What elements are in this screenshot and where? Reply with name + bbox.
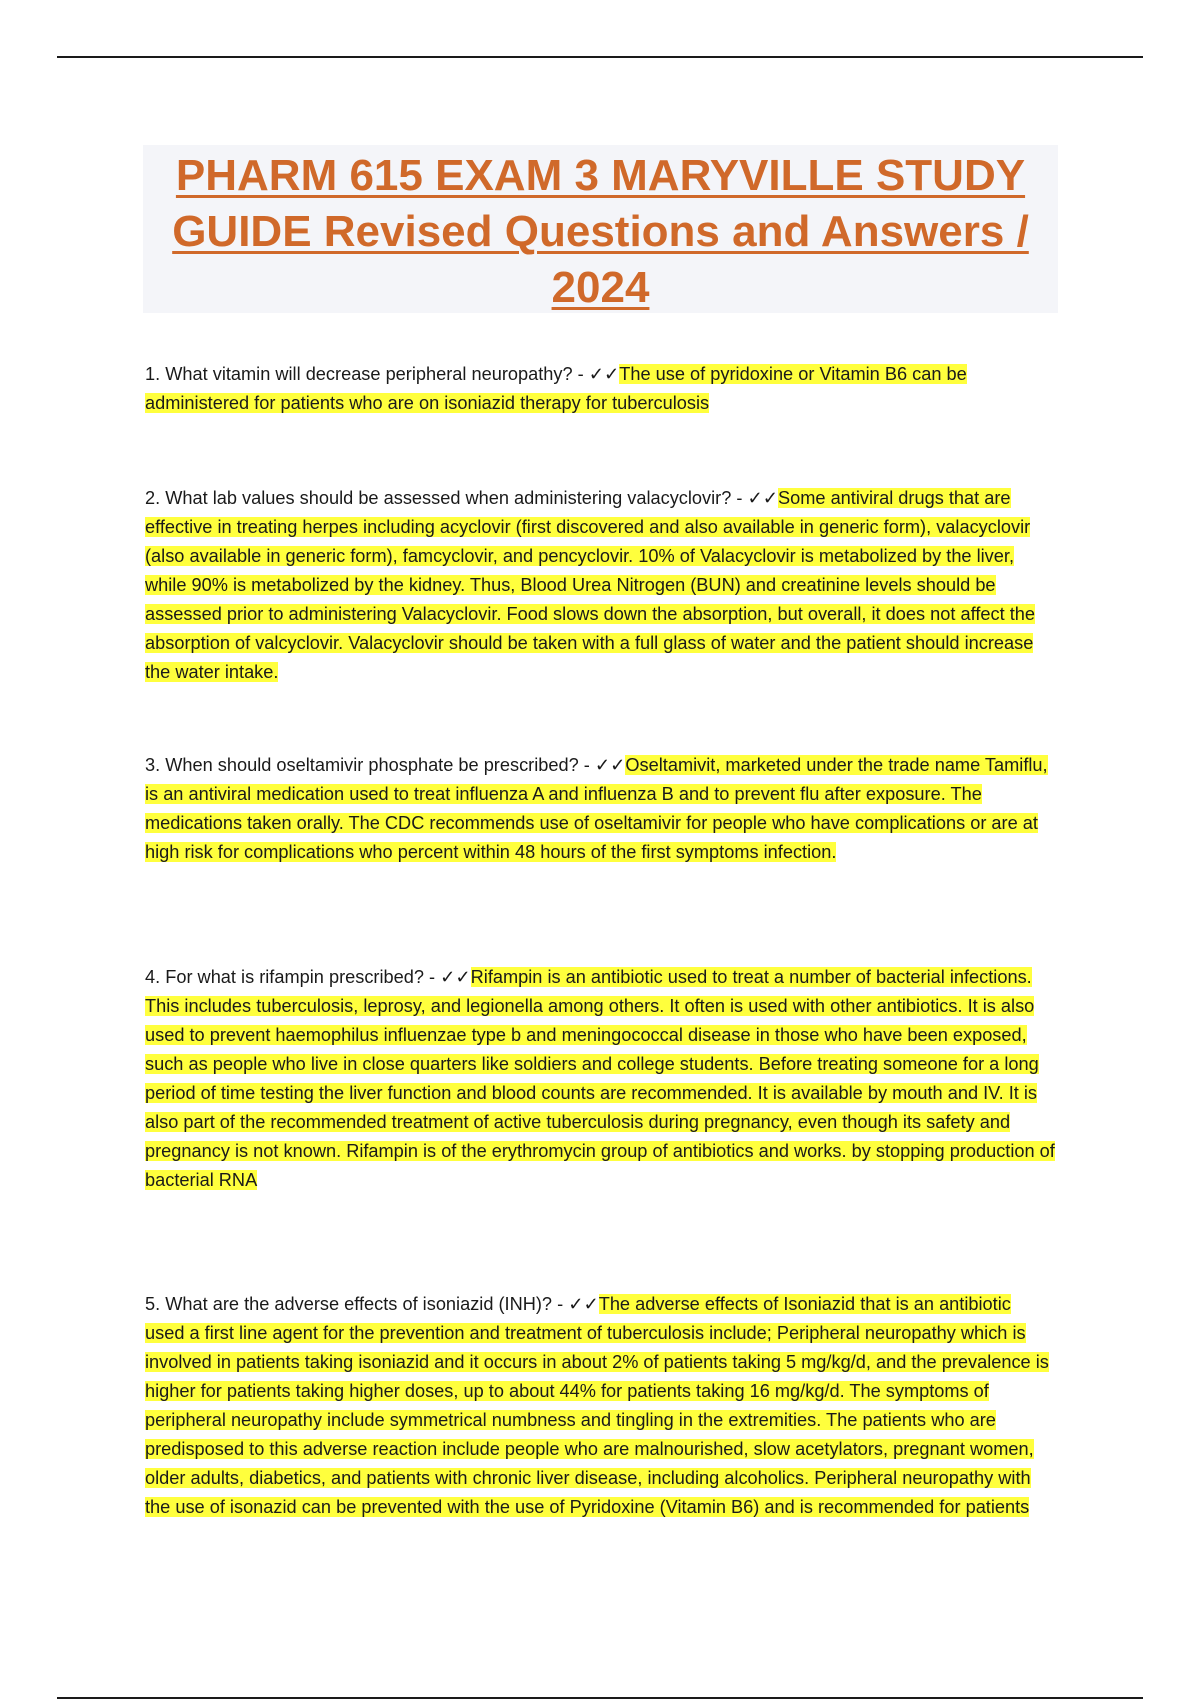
question-text: 5. What are the adverse effects of isoniazid (INH)? - ✓✓	[145, 1294, 599, 1314]
question-text: 2. What lab values should be assessed when administering valacyclovir? - ✓✓	[145, 488, 778, 508]
answer-text: The use of pyridoxine or Vitamin B6 can be administered for patients who are on isoniazid therapy for tuberculosis	[145, 364, 967, 413]
question-item-2	[145, 484, 1055, 687]
question-text: 3. When should oseltamivir phosphate be prescribed? - ✓✓	[145, 755, 626, 775]
document-title: PHARM 615 EXAM 3 MARYVILLE STUDY GUIDE Revised Questions and Answers / 2024	[172, 151, 1029, 312]
answer-text: The adverse effects of Isoniazid that is an antibiotic used a first line agent for the prevention and treatment of tuberculosis include; Peripheral neuropathy which is involved in patients taking isoniazid and it occurs in about 2% of patients taking 5 mg/kg/d, and the prevalence is higher for patients taking higher doses, up to about 44% for patients taking 16 mg/kg/d. The symptoms of peripheral neuropathy include symmetrical numbness and tingling in the extremities. The patients who are predisposed to this adverse reaction include people who are malnourished, slow acetylators, pregnant women, older adults, diabetics, and patients with chronic liver disease, including alcoholics. Peripheral neuropathy with the use of isonazid can be prevented with the use of Pyridoxine (Vitamin B6) and is recommended for patients	[145, 1294, 1049, 1517]
question-item-4	[145, 963, 1055, 1195]
question-item-5	[145, 1290, 1055, 1522]
question-text: 1. What vitamin will decrease peripheral neuropathy? - ✓✓	[145, 364, 620, 384]
answer-text: Some antiviral drugs that are effective in treating herpes including acyclovir (first discovered and also available in generic form), valacyclovir (also available in generic form), famcyclovir, and pencyclovir. 10% of Valacyclovir is metabolized by the liver, while 90% is metabolized by the kidney. Thus, Blood Urea Nitrogen (BUN) and creatinine levels should be assessed prior to administering Valacyclovir. Food slows down the absorption, but overall, it does not affect the absorption of valcyclovir. Valacyclovir should be taken with a full glass of water and the patient should increase the water intake.	[145, 488, 1035, 682]
answer-text: Oseltamivit, marketed under the trade name Tamiflu, is an antiviral medication used to treat influenza A and influenza B and to prevent flu after exposure. The medications taken orally. The CDC recommends use of oseltamivir for people who have complications or are at high risk for complications who percent within 48 hours of the first symptoms infection.	[145, 755, 1048, 862]
answer-text: Rifampin is an antibiotic used to treat a number of bacterial infections. This includes tuberculosis, leprosy, and legionella among others. It often is used with other antibiotics. It is also used to prevent haemophilus influenzae type b and meningococcal disease in those who have been exposed, such as people who live in close quarters like soldiers and college students. Before treating someone for a long period of time testing the liver function and blood counts are recommended. It is available by mouth and IV. It is also part of the recommended treatment of active tuberculosis during pregnancy, even though its safety and pregnancy is not known. Rifampin is of the erythromycin group of antibiotics and works. by stopping production of bacterial RNA	[145, 967, 1055, 1190]
bottom-rule	[57, 1697, 1143, 1699]
question-item-3	[145, 751, 1055, 867]
question-text: 4. For what is rifampin prescribed? - ✓✓	[145, 967, 471, 987]
top-rule	[57, 56, 1143, 58]
question-item-1	[145, 360, 1055, 418]
title-banner	[143, 145, 1058, 313]
